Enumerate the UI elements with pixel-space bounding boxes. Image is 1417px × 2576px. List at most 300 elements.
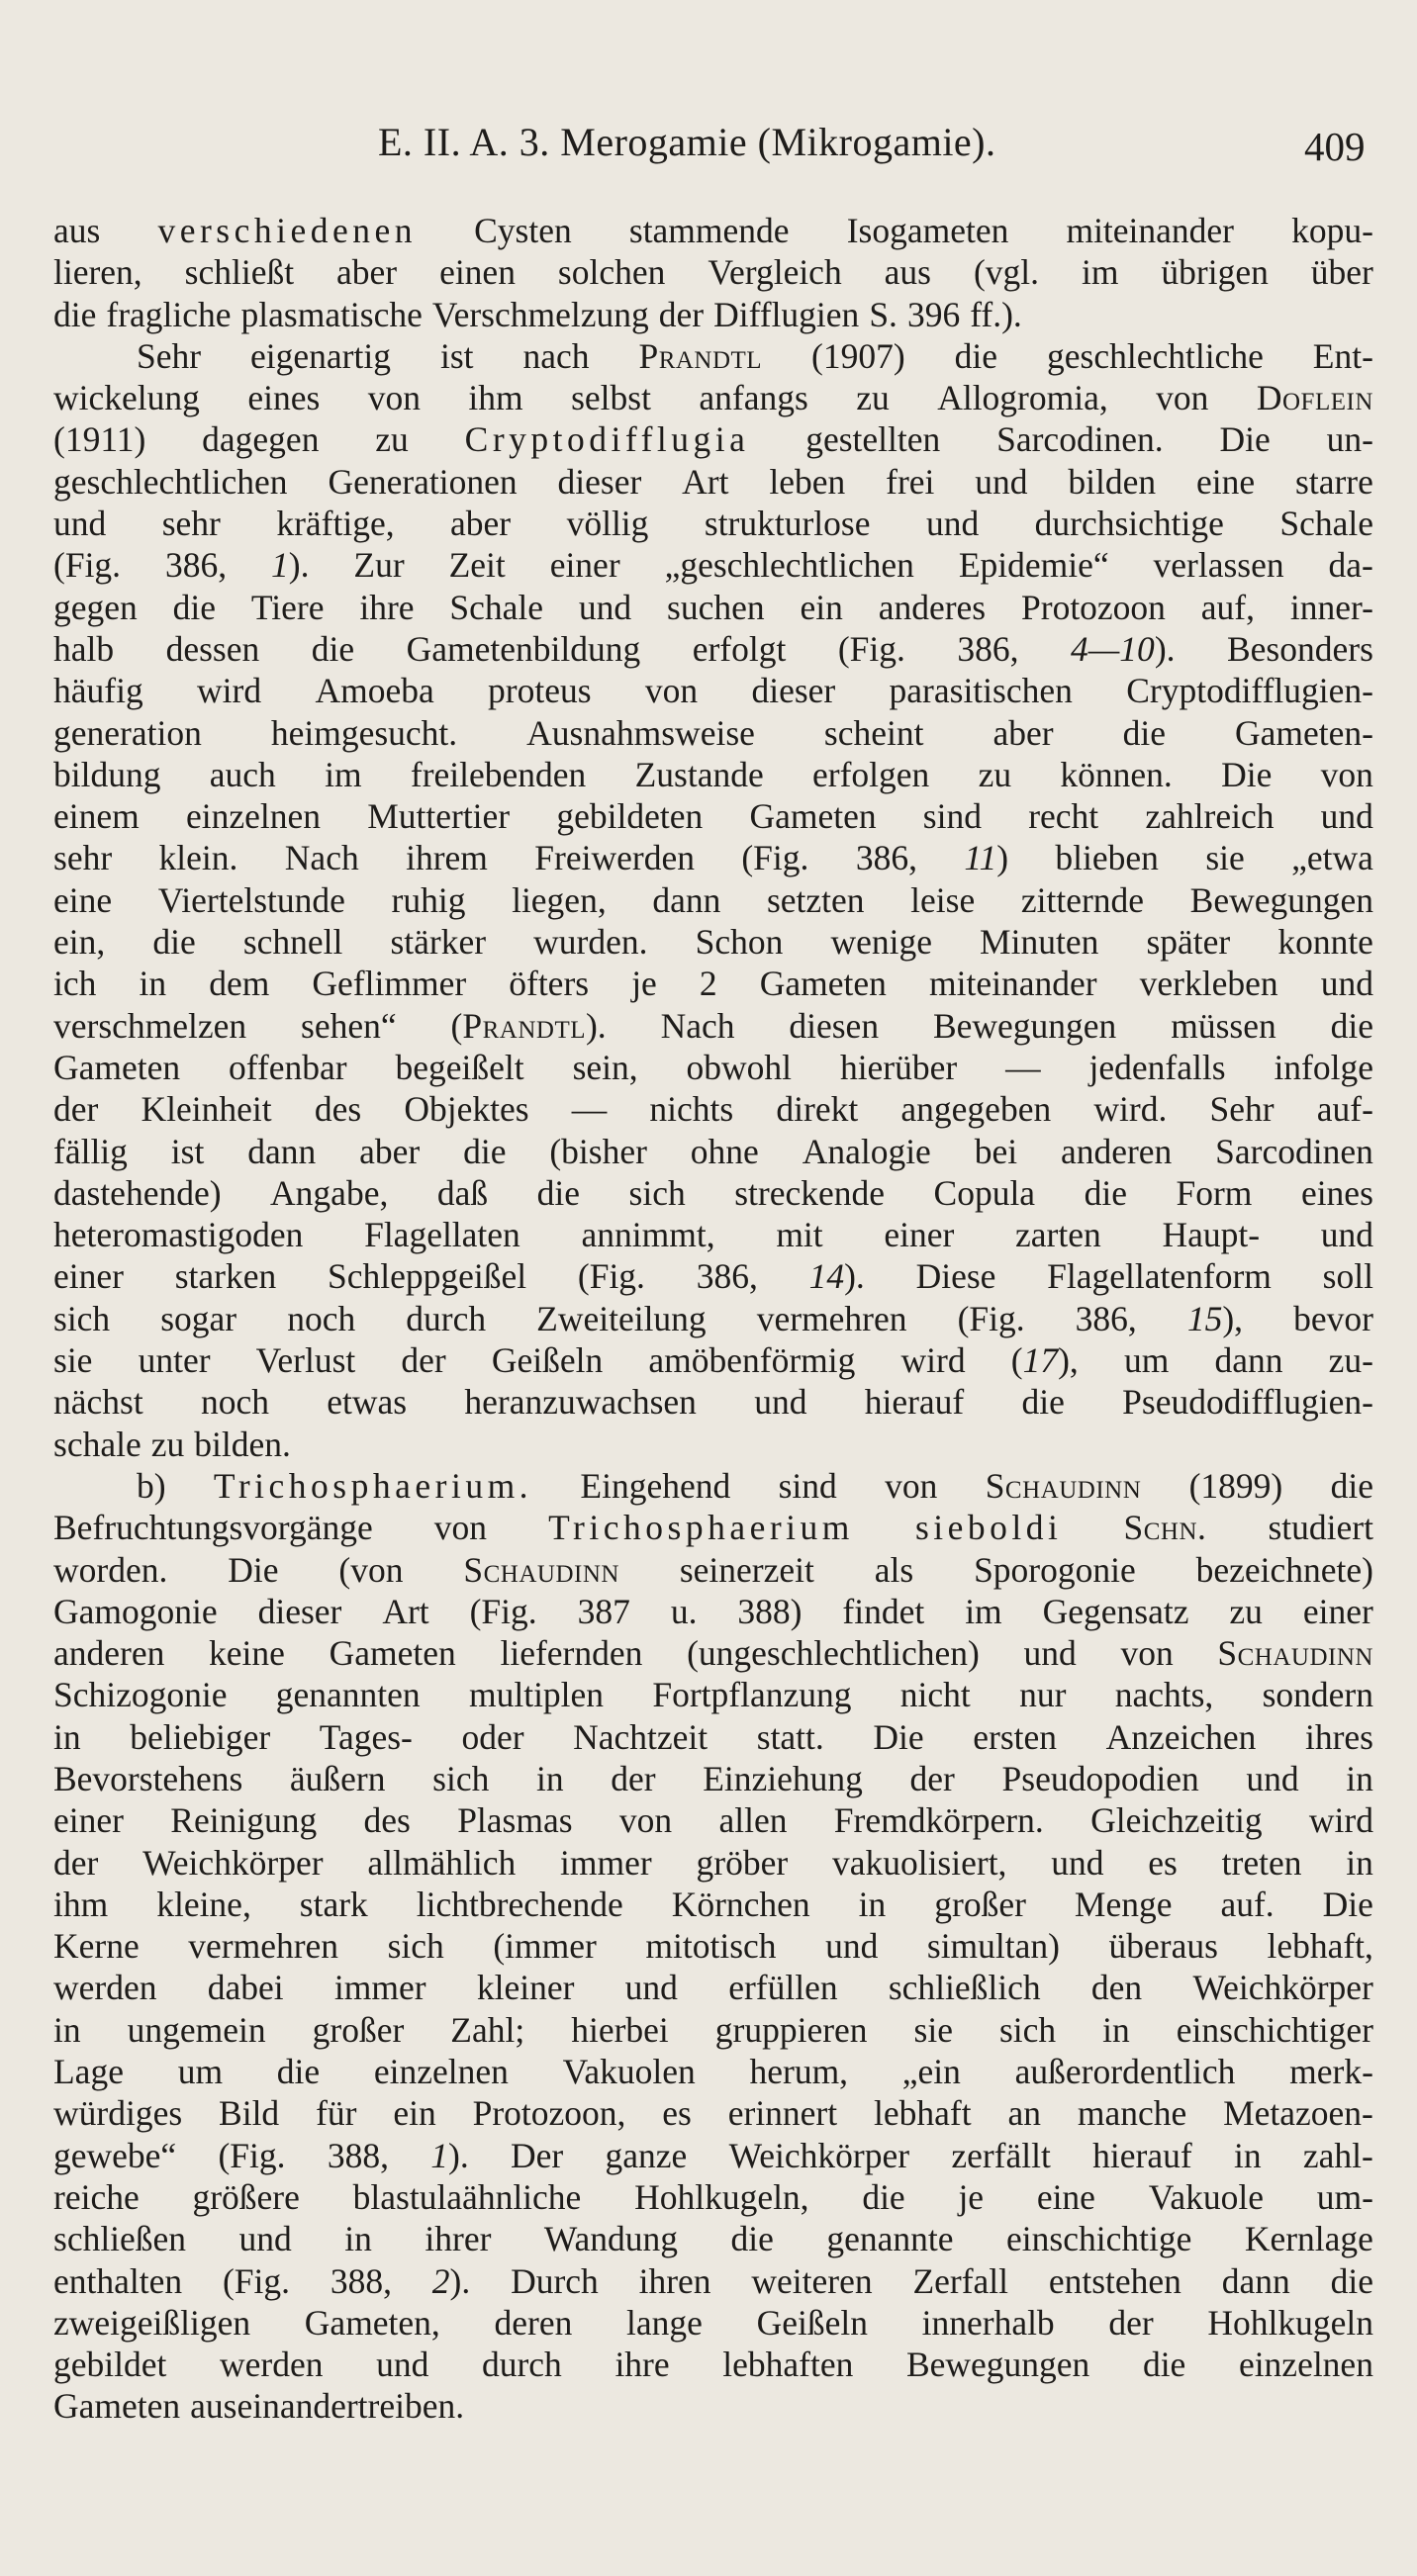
word: Copula <box>933 1172 1036 1213</box>
word: solchen <box>557 252 666 293</box>
text-line <box>53 2218 1373 2259</box>
word: reiche <box>53 2176 140 2217</box>
word: größere <box>192 2176 300 2217</box>
word: Zahl; <box>450 2009 525 2050</box>
word: nachts, <box>1114 1675 1214 1715</box>
word: und <box>238 2219 292 2259</box>
word: Zerfall <box>912 2260 1009 2301</box>
text-line <box>53 1925 1373 1967</box>
word: studiert <box>1268 1508 1373 1548</box>
word: und <box>1320 1215 1373 1255</box>
word: Cryptodifflugien- <box>1126 671 1373 711</box>
word: u. <box>670 1591 698 1631</box>
word: wird <box>900 1340 966 1381</box>
word: hierbei <box>571 2009 669 2050</box>
word: Generationen <box>328 461 518 502</box>
word: würdiges <box>53 2093 183 2134</box>
word: (17), <box>1010 1340 1079 1381</box>
text-line <box>53 1465 1373 1507</box>
word: un- <box>1326 419 1373 460</box>
word: miteinander <box>1066 211 1234 250</box>
word: wurden. <box>533 922 648 963</box>
word: Sehr <box>137 335 202 376</box>
word: erfolgen <box>812 754 930 794</box>
text-line <box>53 2051 1373 2092</box>
word: sind <box>922 796 982 837</box>
word: Allogromia, <box>937 378 1108 418</box>
word: Die <box>1221 754 1273 794</box>
word: Gameten <box>53 1047 181 1087</box>
word: nichts <box>649 1089 734 1130</box>
text-line <box>53 1549 1373 1591</box>
word: geschlechtliche <box>1047 335 1264 376</box>
word: völlig <box>566 504 649 544</box>
word: „geschlechtlichen <box>664 545 914 586</box>
word: genannten <box>275 1675 421 1715</box>
text-line <box>53 587 1373 628</box>
word: um <box>1123 1340 1170 1381</box>
word: (Fig. <box>957 1298 1025 1338</box>
word: müssen <box>1171 1005 1276 1046</box>
word: des <box>363 1800 411 1841</box>
word: (Fig. <box>222 2260 290 2301</box>
word: und <box>376 2345 429 2385</box>
word: 386, <box>164 545 228 586</box>
word: bildung <box>53 754 161 794</box>
word: im <box>325 754 362 794</box>
word: einer <box>53 1256 124 1297</box>
word: Kerne <box>53 1926 140 1967</box>
word: 2 <box>699 964 717 1004</box>
word: ich <box>53 964 97 1004</box>
page-number: 409 <box>1304 124 1366 169</box>
word: stark <box>299 1884 368 1924</box>
word: und <box>624 1968 678 2008</box>
word: genannte <box>826 2219 954 2259</box>
word: Gameten <box>329 1633 456 1674</box>
word: angegeben <box>900 1089 1052 1130</box>
word: ganze <box>605 2135 688 2175</box>
word: Cysten <box>474 211 572 250</box>
word: bezeichnete) <box>1195 1549 1373 1590</box>
word: Flagellaten <box>364 1215 520 1255</box>
word: äußern <box>289 1758 386 1798</box>
word: von <box>1120 1633 1174 1674</box>
word: eines <box>1300 1172 1373 1213</box>
word: scheint <box>823 712 924 753</box>
word: Hohlkugeln, <box>634 2176 809 2217</box>
text-line <box>53 795 1373 837</box>
word: 386, <box>957 628 1019 669</box>
word: lebhaft <box>874 2093 972 2134</box>
word: den <box>1090 1968 1143 2008</box>
word: Trichosphaerium. <box>213 1465 533 1506</box>
word: sieboldi <box>914 1508 1063 1548</box>
word: eigenartig <box>250 335 391 376</box>
word: der <box>53 1089 99 1130</box>
word: Kernlage <box>1244 2219 1373 2259</box>
text-line <box>53 837 1373 878</box>
word: halb <box>53 628 115 669</box>
word: sich <box>432 1758 490 1798</box>
word: Befruchtungsvorgänge <box>53 1508 373 1548</box>
word: Muttertier <box>367 796 511 837</box>
word: liegen, <box>512 879 607 920</box>
text-line <box>53 1967 1373 2008</box>
word: Schale <box>449 587 544 627</box>
word: dann <box>247 1131 317 1171</box>
word: ein <box>800 587 843 627</box>
word: begeißelt <box>395 1047 524 1087</box>
word: und <box>53 504 107 544</box>
word: der <box>1108 2302 1154 2343</box>
word: klein. <box>158 838 238 878</box>
word: vermehren <box>188 1926 339 1967</box>
word: schließen <box>53 2219 187 2259</box>
word: 11) <box>964 838 1009 878</box>
word: anderen <box>53 1633 165 1674</box>
word: weiteren <box>751 2260 873 2301</box>
word: Hohlkugeln <box>1207 2302 1373 2343</box>
word: einzelnen <box>185 796 321 837</box>
text-line <box>53 210 1373 251</box>
word: auch <box>209 754 276 794</box>
word: oder <box>461 1716 524 1757</box>
word: in <box>1346 1842 1373 1883</box>
word: Nachtzeit <box>573 1716 708 1757</box>
word: Reinigung <box>170 1800 318 1841</box>
word: Die <box>228 1549 279 1590</box>
word: dieser <box>257 1591 342 1631</box>
word: jedenfalls <box>1088 1047 1226 1087</box>
text-line <box>53 1674 1373 1715</box>
word: in <box>139 964 167 1004</box>
word: statt. <box>756 1716 824 1757</box>
word: und <box>975 461 1028 502</box>
word: Cryptodifflugia <box>464 419 750 460</box>
word: in <box>344 2219 372 2259</box>
word: plasmatische <box>240 294 423 334</box>
word: starre <box>1295 461 1373 502</box>
word: eines <box>247 378 321 418</box>
word: aus <box>884 252 931 293</box>
word: die <box>463 1131 507 1171</box>
word: bilden <box>1068 461 1157 502</box>
text-line <box>53 879 1373 921</box>
word: blieben <box>1055 838 1159 878</box>
word: treten <box>1221 1842 1302 1883</box>
word: die <box>730 2219 774 2259</box>
word: auf. <box>1220 1884 1275 1924</box>
word: sehen“ <box>301 1005 397 1046</box>
word: der <box>401 1340 446 1381</box>
word: vermehren <box>756 1298 907 1338</box>
word: sehr <box>161 504 221 544</box>
word: öfters <box>509 964 590 1004</box>
word: zitternde <box>1020 879 1145 920</box>
word: fragliche <box>106 294 232 334</box>
word: infolge <box>1274 1047 1373 1087</box>
word: verschmelzen <box>53 1005 247 1046</box>
text-line <box>53 1884 1373 1925</box>
word: Geißeln <box>756 2302 868 2343</box>
word: lichtbrechende <box>416 1884 623 1924</box>
word: die <box>311 628 355 669</box>
word: wird <box>1308 1800 1373 1841</box>
text-line <box>53 1255 1373 1297</box>
word: im <box>965 1591 1002 1631</box>
word: anderen <box>1060 1131 1173 1171</box>
word: und <box>925 504 980 544</box>
word: ihren <box>638 2260 711 2301</box>
text-line <box>53 2135 1373 2176</box>
word: (Fig. <box>837 628 905 669</box>
word: (vgl. <box>973 252 1039 293</box>
text-line <box>53 1507 1373 1548</box>
text-line <box>53 294 1373 335</box>
text-line <box>53 2260 1373 2302</box>
word: 1). <box>271 545 310 586</box>
word: die <box>1021 1382 1065 1423</box>
text-line <box>53 2009 1373 2051</box>
text-line <box>53 1716 1373 1758</box>
word: mit <box>776 1215 823 1255</box>
text-line <box>53 921 1373 963</box>
word: manche <box>1077 2093 1187 2134</box>
word: verlassen <box>1153 545 1284 586</box>
word: Lage <box>53 2052 124 2092</box>
word: und <box>1023 1633 1077 1674</box>
word: später <box>1146 922 1231 963</box>
word: daß <box>436 1172 489 1213</box>
word: hierauf <box>864 1382 965 1423</box>
word: häufig <box>53 671 143 711</box>
word: Verlust <box>255 1340 356 1381</box>
word: einzelnen <box>1238 2345 1373 2385</box>
word: Bewegungen <box>1189 879 1373 920</box>
word: Die <box>873 1716 924 1757</box>
text-line <box>53 418 1373 460</box>
word: die <box>862 2176 905 2217</box>
word: 15), <box>1186 1298 1244 1338</box>
word: die <box>276 2052 321 2092</box>
word: heimgesucht. <box>270 712 458 753</box>
word: um <box>177 2052 224 2092</box>
word: Wandung <box>543 2219 679 2259</box>
word: zerfällt <box>951 2135 1051 2175</box>
word: sein, <box>572 1047 638 1087</box>
word: 2). <box>431 2260 471 2301</box>
word: zu- <box>1328 1340 1373 1381</box>
word: ersten <box>973 1716 1058 1757</box>
word: 388, <box>330 2260 392 2301</box>
word: Bewegungen <box>932 1005 1117 1046</box>
word: außerordentlich <box>1014 2052 1236 2092</box>
word: 388, <box>327 2135 389 2175</box>
word: Art <box>682 461 729 502</box>
word: (von <box>338 1549 404 1590</box>
word: überaus <box>1108 1926 1218 1967</box>
text-line <box>53 1424 1373 1465</box>
word: Schon <box>695 922 784 963</box>
word: übrigen <box>1161 252 1269 293</box>
word: ungemein <box>127 2009 266 2050</box>
word: gebildeten <box>556 796 704 837</box>
word: seinerzeit <box>679 1549 814 1590</box>
word: immer <box>560 1842 652 1883</box>
word: Kleinheit <box>141 1089 272 1130</box>
word: Gameten- <box>1234 712 1373 753</box>
word: ein <box>393 2093 436 2134</box>
word: Schleppgeißel <box>328 1256 527 1297</box>
word: werden <box>219 2345 324 2385</box>
word: frei <box>886 461 935 502</box>
word: sehr <box>53 838 113 878</box>
text-line <box>53 461 1373 503</box>
text-line <box>53 1758 1373 1799</box>
word: einschichtiger <box>1176 2009 1373 2050</box>
text-line <box>53 377 1373 418</box>
word: von <box>618 1800 673 1841</box>
word: Bevorstehens <box>53 1758 243 1798</box>
word: je <box>958 2176 985 2217</box>
word: bilden. <box>194 1424 291 1464</box>
word: sie <box>53 1340 93 1381</box>
word: 386, <box>1075 1298 1137 1338</box>
word: dessen <box>165 628 260 669</box>
word: dagegen <box>202 419 320 460</box>
word: ihres <box>1304 1716 1373 1757</box>
word: heteromastigoden <box>53 1215 304 1255</box>
word: sie <box>1205 838 1245 878</box>
word: in <box>53 2009 81 2050</box>
word: gröber <box>696 1842 789 1883</box>
body-text <box>53 210 1373 2428</box>
word: zu <box>150 1424 185 1464</box>
word: unter <box>138 1340 211 1381</box>
word: b) <box>137 1465 166 1506</box>
word: Pseudodifflugien- <box>1122 1382 1373 1423</box>
word: von <box>644 671 699 711</box>
word: der <box>53 1842 99 1883</box>
word: dann <box>1214 1340 1283 1381</box>
word: in <box>1346 1758 1373 1798</box>
word: Freiwerden <box>534 838 695 878</box>
word: Nach <box>660 1005 735 1046</box>
word: Vergleich <box>708 252 842 293</box>
word: ein, <box>53 922 106 963</box>
word: schale <box>53 1424 142 1464</box>
word: lange <box>626 2302 703 2343</box>
word: Weichkörper <box>1192 1968 1373 2008</box>
word: durchsichtige <box>1034 504 1224 544</box>
text-line <box>53 628 1373 670</box>
word: die <box>152 922 196 963</box>
word: eine <box>53 879 113 920</box>
word: Sarcodinen. <box>996 419 1164 460</box>
word: hierauf <box>1092 2135 1192 2175</box>
word: recht <box>1028 796 1099 837</box>
word: und <box>1246 1758 1299 1798</box>
word: soll <box>1322 1256 1373 1297</box>
word: (Fig. <box>53 545 122 586</box>
word: starken <box>174 1256 277 1297</box>
word: Metazoen- <box>1223 2093 1373 2134</box>
text-line <box>53 1842 1373 1884</box>
word: von <box>1320 754 1373 794</box>
word: Besonders <box>1227 628 1373 669</box>
word: und <box>754 1382 807 1423</box>
text-line <box>53 1172 1373 1214</box>
text-line <box>53 544 1373 586</box>
word: Tiere <box>250 587 325 627</box>
word: gruppieren <box>714 2009 868 2050</box>
word: sich <box>998 2009 1057 2050</box>
word: Analogie <box>802 1131 931 1171</box>
word: auf- <box>1316 1089 1373 1130</box>
word: gestellten <box>805 419 941 460</box>
word: keine <box>209 1633 285 1674</box>
word: etwas <box>327 1382 408 1423</box>
text-line <box>53 754 1373 795</box>
word: bei <box>974 1131 1018 1171</box>
word: innerhalb <box>921 2302 1055 2343</box>
text-line <box>53 1339 1373 1381</box>
word: einer <box>884 1215 955 1255</box>
word: als <box>874 1549 914 1590</box>
word: und <box>825 1926 879 1967</box>
text-line <box>53 503 1373 544</box>
word: (Fig. <box>469 1591 537 1631</box>
word: leben <box>769 461 846 502</box>
word: des <box>314 1089 362 1130</box>
word: liefernden <box>500 1633 643 1674</box>
word: Isogameten <box>846 211 1009 250</box>
word: dabei <box>207 1968 284 2008</box>
word: beliebiger <box>130 1716 271 1757</box>
word: von <box>433 1508 488 1548</box>
word: Gameten, <box>304 2302 440 2343</box>
word: Haupt- <box>1162 1215 1261 1255</box>
word: Diese <box>915 1256 996 1297</box>
word: kleiner <box>476 1968 575 2008</box>
word: Die <box>1219 419 1271 460</box>
word: hierüber <box>839 1047 958 1087</box>
word: in <box>858 1884 887 1924</box>
word: in <box>53 1716 81 1757</box>
text-line <box>53 1591 1373 1632</box>
word: einer <box>53 1800 124 1841</box>
word: ihrer <box>425 2219 492 2259</box>
word: (ungeschlechtlichen) <box>687 1633 980 1674</box>
word: allmählich <box>367 1842 517 1883</box>
text-line <box>53 2344 1373 2385</box>
word: dastehende) <box>53 1172 222 1213</box>
text-line <box>53 251 1373 293</box>
word: Die <box>1322 1884 1373 1924</box>
text-line <box>53 1131 1373 1172</box>
word: (1911) <box>53 419 146 460</box>
word: zu <box>375 419 409 460</box>
word: einen <box>439 252 516 293</box>
word: dann <box>652 879 721 920</box>
word: die <box>53 294 97 334</box>
word: annimmt, <box>581 1215 715 1255</box>
word: auf, <box>1200 587 1256 627</box>
word: inner- <box>1289 587 1373 627</box>
word: Bewegungen <box>905 2345 1090 2385</box>
word: (Fig. <box>577 1256 645 1297</box>
